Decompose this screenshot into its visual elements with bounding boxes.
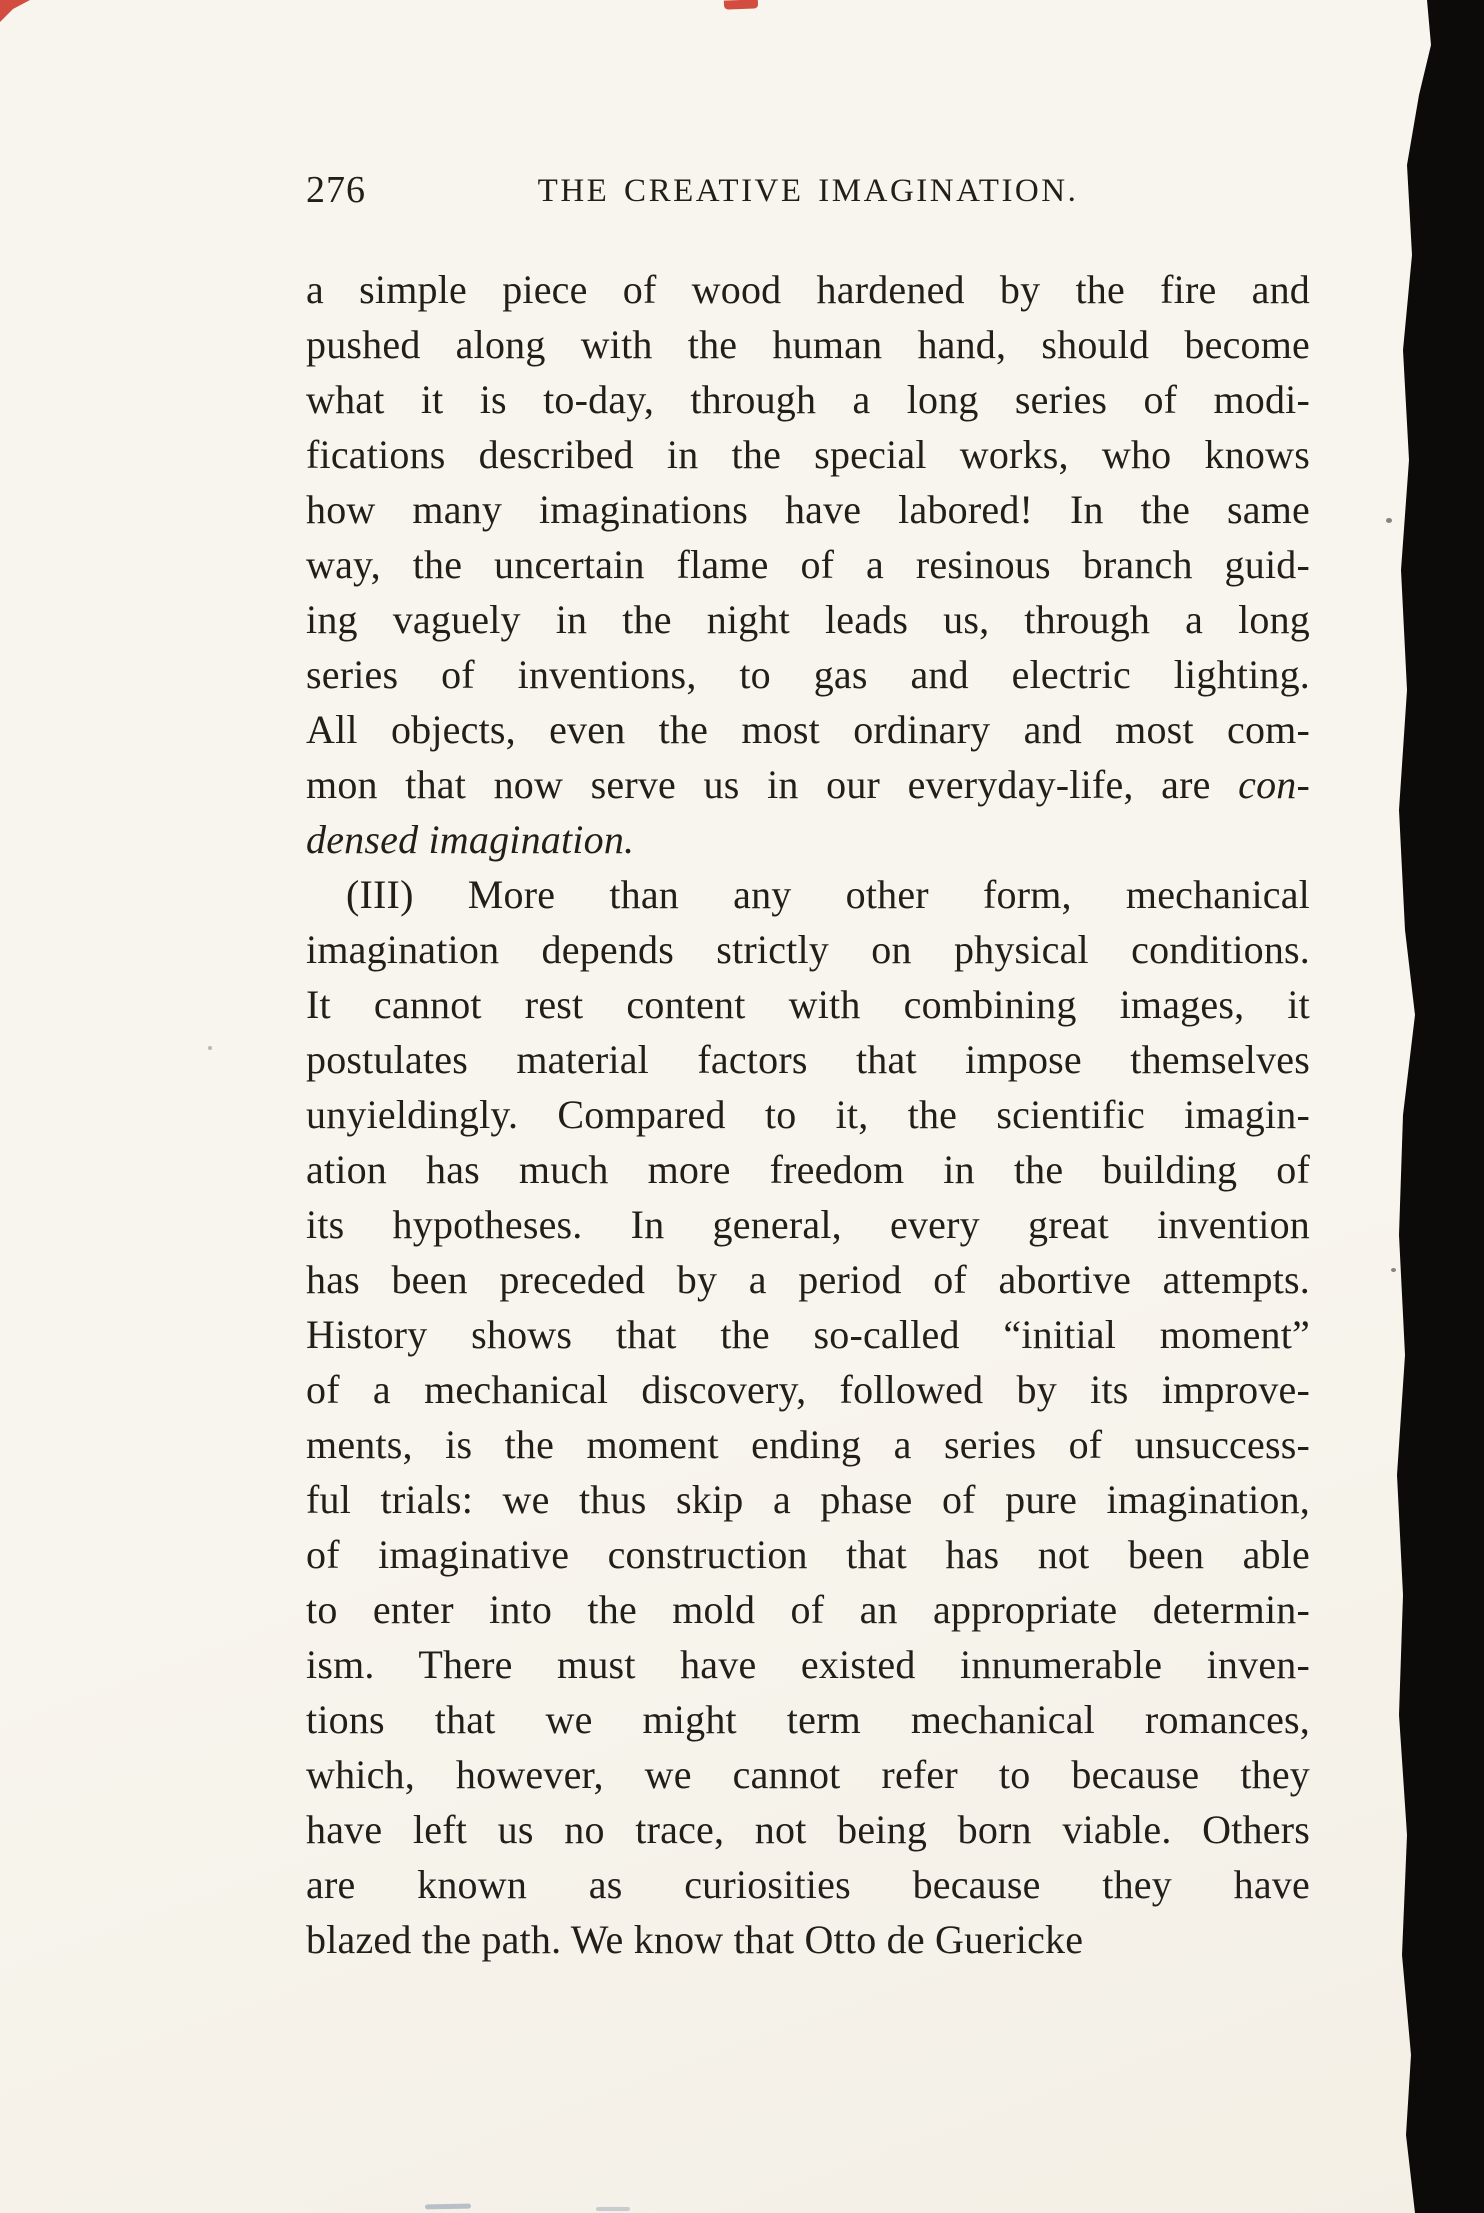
text-line: postulates material factors that impose themselves — [306, 1037, 1310, 1082]
text-line: tions that we might term mechanical romances, — [306, 1697, 1310, 1742]
text-line: History shows that the so-called “initial moment” — [306, 1312, 1310, 1357]
scan-speck — [1391, 1268, 1396, 1272]
blue-scan-mark-bottom-left — [425, 2204, 471, 2210]
text-line: It cannot rest content with combining images, it — [306, 982, 1310, 1027]
text-line: are known as curiosities because they have — [306, 1862, 1310, 1907]
text-line: (III) More than any other form, mechanical — [346, 872, 1310, 917]
text-line: way, the uncertain flame of a resinous branch guid- — [306, 542, 1310, 587]
text-line: how many imaginations have labored! In the same — [306, 487, 1310, 532]
page-number: 276 — [306, 169, 366, 211]
binding-shadow — [1364, 0, 1484, 2213]
red-scan-mark-top — [724, 0, 758, 10]
text-line: series of inventions, to gas and electric lighting. — [306, 652, 1310, 697]
text-line: ing vaguely in the night leads us, through a long — [306, 597, 1310, 642]
text-line: of a mechanical discovery, followed by its improve- — [306, 1367, 1310, 1412]
text-line: blazed the path. We know that Otto de Guericke — [306, 1917, 1084, 1962]
text-line: to enter into the mold of an appropriate determin- — [306, 1587, 1310, 1632]
text-line: pushed along with the human hand, should become — [306, 322, 1310, 367]
text-line: ments, is the moment ending a series of unsuccess- — [306, 1422, 1310, 1467]
text-line: densed imagination. — [306, 817, 635, 862]
page-header — [306, 166, 1310, 216]
text-line: has been preceded by a period of abortive attempts. — [306, 1257, 1310, 1302]
text-line: fications described in the special works, who knows — [306, 432, 1310, 477]
red-scan-mark-topleft — [0, 0, 32, 24]
text-line: ism. There must have existed innumerable inven- — [306, 1642, 1310, 1687]
text-line: what it is to-day, through a long series of modi- — [306, 377, 1310, 422]
text-line: of imaginative construction that has not been able — [306, 1532, 1310, 1577]
running-title: THE CREATIVE IMAGINATION. — [537, 173, 1079, 209]
scan-speck — [1386, 518, 1392, 523]
text-line: mon that now serve us in our everyday-life, are con- — [306, 762, 1310, 807]
text-line: ation has much more freedom in the building of — [306, 1147, 1310, 1192]
text-line: imagination depends strictly on physical conditions. — [306, 927, 1310, 972]
text-line: unyieldingly. Compared to it, the scientific imagin- — [306, 1092, 1310, 1137]
scan-speck — [208, 1046, 212, 1050]
text-block — [306, 262, 1310, 1967]
text-line: a simple piece of wood hardened by the fire and — [306, 267, 1310, 312]
text-line: ful trials: we thus skip a phase of pure imagination, — [306, 1477, 1310, 1522]
blue-scan-mark-bottom-right — [596, 2207, 630, 2211]
text-line: which, however, we cannot refer to because they — [306, 1752, 1310, 1797]
text-line: its hypotheses. In general, every great invention — [306, 1202, 1310, 1247]
text-line: All objects, even the most ordinary and most com- — [306, 707, 1310, 752]
text-line: have left us no trace, not being born viable. Others — [306, 1807, 1310, 1852]
